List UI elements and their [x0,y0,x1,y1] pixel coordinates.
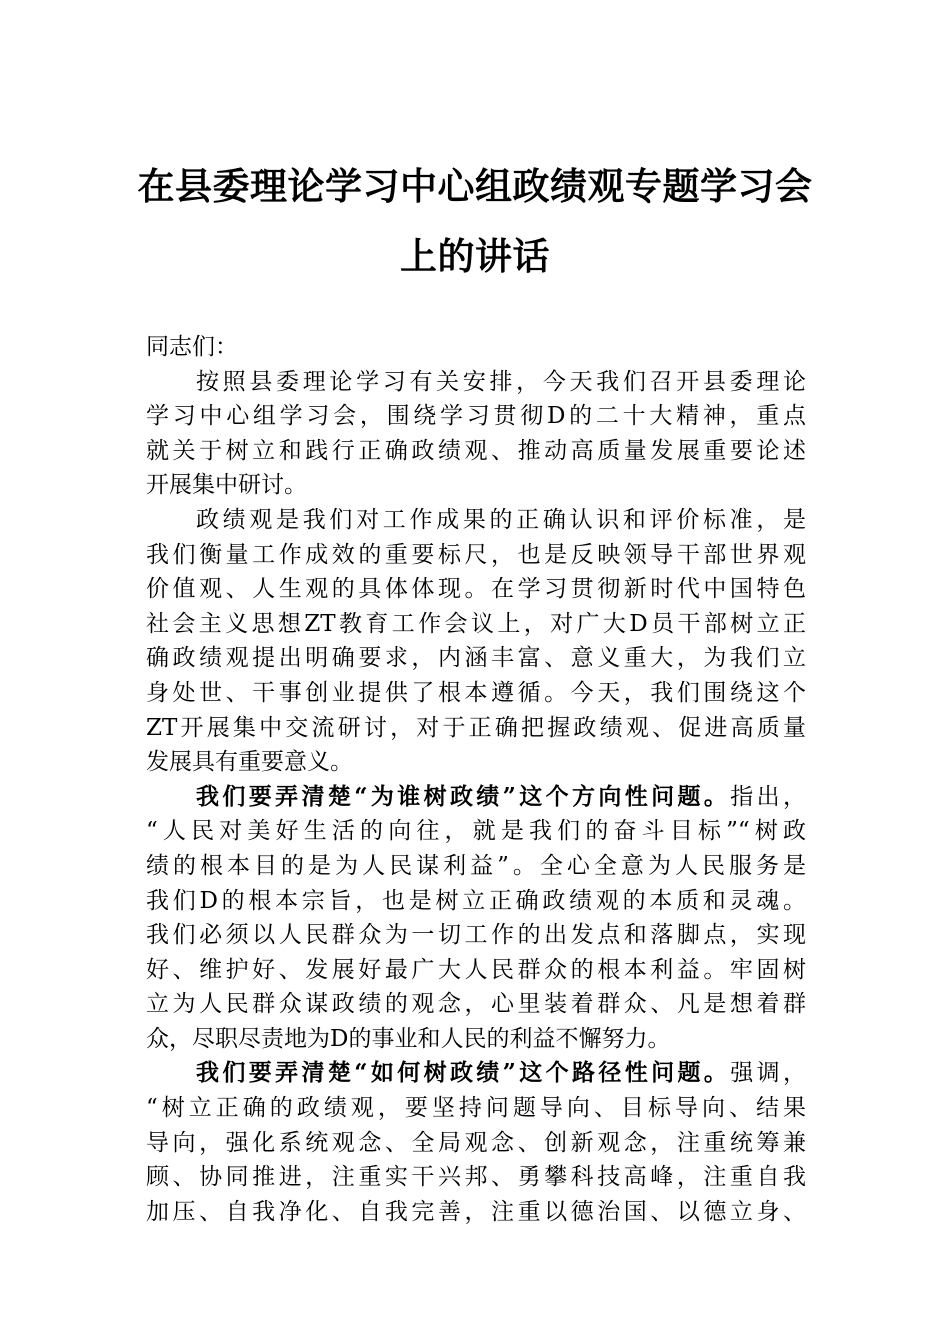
document-title-line-2: 上的讲话 [400,234,550,278]
paragraph-how [146,1056,806,1229]
section-heading: 我们要弄清楚“如何树政绩”这个路径性问题。 [196,1059,731,1087]
paragraph-lead-line [146,780,806,815]
paragraph-line: 我们衡量工作成效的重要标尺，也是反映领导干部世界观 [146,541,806,568]
paragraph-line: 确政绩观提出明确要求，内涵丰富、意义重大，为我们立 [146,645,806,672]
paragraph-line: 加压、自我净化、自我完善，注重以德治国、以德立身、 [146,1198,806,1225]
paragraph-line: “树立正确的政绩观，要坚持问题导向、目标导向、结果 [146,1095,806,1122]
paragraph-line: “人民对美好生活的向往，就是我们的奋斗目标”“树政 [146,818,806,845]
paragraph-line: 众，尽职尽责地为D的事业和人民的利益不懈努力。 [146,1025,671,1052]
paragraph-line: 开展集中研讨。 [146,472,307,499]
paragraph-line: 学习中心组学习会，围绕学习贯彻D的二十大精神，重点 [146,403,806,430]
paragraph-line: 就关于树立和践行正确政绩观、推动高质量发展重要论述 [146,437,806,464]
paragraph-line: 身处世、干事创业提供了根本遵循。今天，我们围绕这个 [146,679,806,706]
paragraph-lead-line [146,1056,806,1091]
paragraph-line: 绩的根本目的是为人民谋利益”。全心全意为人民服务是 [146,852,806,879]
paragraph-line: 我们D的根本宗旨，也是树立正确政绩观的本质和灵魂。 [146,887,806,914]
section-heading: 我们要弄清楚“为谁树政绩”这个方向性问题。 [196,782,731,810]
lead-text: 指出， [730,783,806,810]
paragraph-line: ZT开展集中交流研讨，对于正确把握政绩观、促进高质量 [146,714,806,741]
paragraph-intro [146,365,806,503]
paragraph-line: 好、维护好、发展好最广大人民群众的根本利益。牢固树 [146,956,806,983]
paragraph-line: 社会主义思想ZT教育工作会议上，对广大D员干部树立正 [146,610,806,637]
salutation: 同志们： [146,334,238,360]
paragraph-line: 顾、协同推进，注重实干兴邦、勇攀科技高峰，注重自我 [146,1164,806,1191]
paragraph-performance-view [146,503,806,780]
paragraph-for-whom [146,780,806,1057]
document-title-line-1: 在县委理论学习中心组政绩观专题学习会 [137,164,813,208]
paragraph-line: 我们必须以人民群众为一切工作的出发点和落脚点，实现 [146,922,806,949]
document-body [146,330,806,1229]
paragraph-line: 立为人民群众谋政绩的观念，心里装着群众、凡是想着群 [146,991,806,1018]
paragraph-line: 价值观、人生观的具体体现。在学习贯彻新时代中国特色 [146,576,806,603]
paragraph-line: 按照县委理论学习有关安排，今天我们召开县委理论 [196,368,806,395]
paragraph-line: 发展具有重要意义。 [146,749,353,776]
lead-text: 强调， [730,1060,806,1087]
paragraph-line: 导向，强化系统观念、全局观念、创新观念，注重统筹兼 [146,1129,806,1156]
paragraph-line: 政绩观是我们对工作成果的正确认识和评价标准，是 [196,506,806,533]
